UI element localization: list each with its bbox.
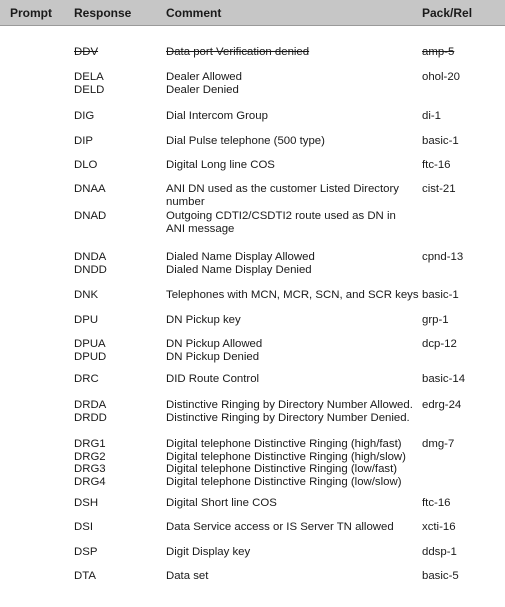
response-code: DSI bbox=[74, 521, 93, 533]
response-code: DRDD bbox=[74, 411, 107, 424]
comment-text: Digital telephone Distinctive Ringing (high/slow) bbox=[166, 450, 406, 463]
response-cell bbox=[74, 210, 106, 223]
response-cell bbox=[74, 570, 96, 583]
comment-text: Distinctive Ringing by Directory Number Denied. bbox=[166, 411, 410, 424]
comment-text: Data Service access or IS Server TN allowed bbox=[166, 521, 394, 533]
response-code: DPU bbox=[74, 314, 99, 326]
comment-cell bbox=[166, 497, 416, 510]
comment-text: Digital Short line COS bbox=[166, 497, 277, 509]
comment-cell bbox=[166, 314, 416, 327]
comment-text: Data set bbox=[166, 570, 209, 582]
comment-cell bbox=[166, 183, 416, 208]
response-code: DNAD bbox=[74, 210, 107, 222]
response-cell bbox=[74, 521, 93, 534]
comment-text: Digital Long line COS bbox=[166, 159, 275, 171]
comment-text: ANI DN used as the customer Listed Directory number bbox=[166, 183, 399, 208]
pack-rel-cell: edrg-24 bbox=[422, 399, 462, 411]
response-code: DELA bbox=[74, 71, 104, 83]
pack-rel-cell: cist-21 bbox=[422, 183, 456, 195]
pack-rel-cell: cpnd-13 bbox=[422, 251, 464, 263]
comment-text: Digital telephone Distinctive Ringing (low/slow) bbox=[166, 475, 402, 488]
response-code: DRG3 bbox=[74, 463, 106, 475]
response-cell bbox=[74, 438, 106, 488]
comment-text: Dial Intercom Group bbox=[166, 110, 268, 122]
response-cell bbox=[74, 338, 106, 363]
response-code: DSH bbox=[74, 497, 99, 509]
pack-rel-cell: dcp-12 bbox=[422, 338, 457, 350]
comment-cell bbox=[166, 251, 416, 276]
response-cell bbox=[74, 183, 106, 196]
comment-cell bbox=[166, 110, 416, 123]
comment-cell bbox=[166, 399, 416, 424]
response-cell bbox=[74, 289, 98, 302]
comment-text: Dialed Name Display Allowed bbox=[166, 251, 315, 263]
response-cell bbox=[74, 71, 104, 96]
comment-text: DN Pickup Allowed bbox=[166, 338, 263, 350]
comment-cell bbox=[166, 46, 416, 59]
pack-rel-cell: basic-1 bbox=[422, 289, 459, 301]
comment-cell bbox=[166, 521, 416, 534]
response-code: DNK bbox=[74, 289, 99, 301]
comment-cell bbox=[166, 159, 416, 172]
response-code: DIG bbox=[74, 110, 95, 122]
response-cell bbox=[74, 399, 107, 424]
response-code: DSP bbox=[74, 546, 98, 558]
pack-rel-cell: xcti-16 bbox=[422, 521, 456, 533]
response-cell bbox=[74, 135, 93, 148]
response-code: DPUD bbox=[74, 350, 107, 363]
pack-rel-cell: di-1 bbox=[422, 110, 441, 122]
comment-column-header: Comment bbox=[166, 6, 222, 20]
response-code: DRC bbox=[74, 373, 99, 385]
response-code: DELD bbox=[74, 83, 105, 96]
pack-rel-cell: basic-14 bbox=[422, 373, 466, 385]
comment-cell bbox=[166, 438, 416, 488]
response-cell bbox=[74, 314, 98, 327]
response-cell bbox=[74, 497, 98, 510]
response-code: DTA bbox=[74, 570, 96, 582]
comment-text: Dealer Denied bbox=[166, 83, 239, 96]
response-code: DNDD bbox=[74, 263, 107, 276]
comment-text: Outgoing CDTI2/CSDTI2 route used as DN in ANI message bbox=[166, 210, 396, 235]
comment-text: Digital telephone Distinctive Ringing (high/fast) bbox=[166, 438, 402, 450]
comment-text: Distinctive Ringing by Directory Number Allowed. bbox=[166, 399, 413, 411]
comment-cell bbox=[166, 71, 416, 96]
comment-text: Dial Pulse telephone (500 type) bbox=[166, 135, 325, 147]
response-code: DPUA bbox=[74, 338, 106, 350]
response-code: DRG1 bbox=[74, 438, 106, 450]
response-cell bbox=[74, 373, 99, 386]
comment-cell bbox=[166, 135, 416, 148]
prompt-column-header: Prompt bbox=[10, 6, 52, 20]
comment-cell bbox=[166, 289, 419, 302]
response-code: DRG4 bbox=[74, 475, 106, 488]
response-column-header: Response bbox=[74, 6, 132, 20]
pack-rel-cell: dmg-7 bbox=[422, 438, 455, 450]
comment-text: Digit Display key bbox=[166, 546, 251, 558]
pack-rel-column-header: Pack/Rel bbox=[422, 6, 473, 20]
response-cell bbox=[74, 46, 98, 59]
response-cell bbox=[74, 110, 94, 123]
response-code: DRDA bbox=[74, 399, 107, 411]
comment-text: DN Pickup Denied bbox=[166, 350, 260, 363]
pack-rel-cell: ddsp-1 bbox=[422, 546, 457, 558]
comment-text: Dialed Name Display Denied bbox=[166, 263, 312, 276]
comment-cell bbox=[166, 210, 416, 235]
pack-rel-cell: ohol-20 bbox=[422, 71, 460, 83]
comment-text: DN Pickup key bbox=[166, 314, 241, 326]
comment-cell bbox=[166, 546, 416, 559]
pack-rel-cell: ftc-16 bbox=[422, 497, 451, 509]
response-code: DIP bbox=[74, 135, 93, 147]
response-cell bbox=[74, 546, 97, 559]
pack-rel-cell: ftc-16 bbox=[422, 159, 451, 171]
comment-text: Telephones with MCN, MCR, SCN, and SCR keys bbox=[166, 289, 419, 301]
response-code: DNDA bbox=[74, 251, 107, 263]
comment-text: Digital telephone Distinctive Ringing (low/fast) bbox=[166, 463, 398, 475]
comment-text: Data port Verification denied bbox=[166, 46, 310, 58]
pack-rel-cell: grp-1 bbox=[422, 314, 449, 326]
pack-rel-cell: amp-5 bbox=[422, 46, 455, 58]
response-cell bbox=[74, 251, 107, 276]
comment-cell bbox=[166, 338, 416, 363]
comment-cell bbox=[166, 373, 416, 386]
response-code: DRG2 bbox=[74, 450, 106, 463]
pack-rel-cell: basic-5 bbox=[422, 570, 459, 582]
pack-rel-cell: basic-1 bbox=[422, 135, 459, 147]
comment-text: Dealer Allowed bbox=[166, 71, 242, 83]
response-cell bbox=[74, 159, 97, 172]
response-code: DDV bbox=[74, 46, 99, 58]
comment-text: DID Route Control bbox=[166, 373, 260, 385]
response-code: DLO bbox=[74, 159, 98, 171]
response-code: DNAA bbox=[74, 183, 106, 195]
comment-cell bbox=[166, 570, 416, 583]
